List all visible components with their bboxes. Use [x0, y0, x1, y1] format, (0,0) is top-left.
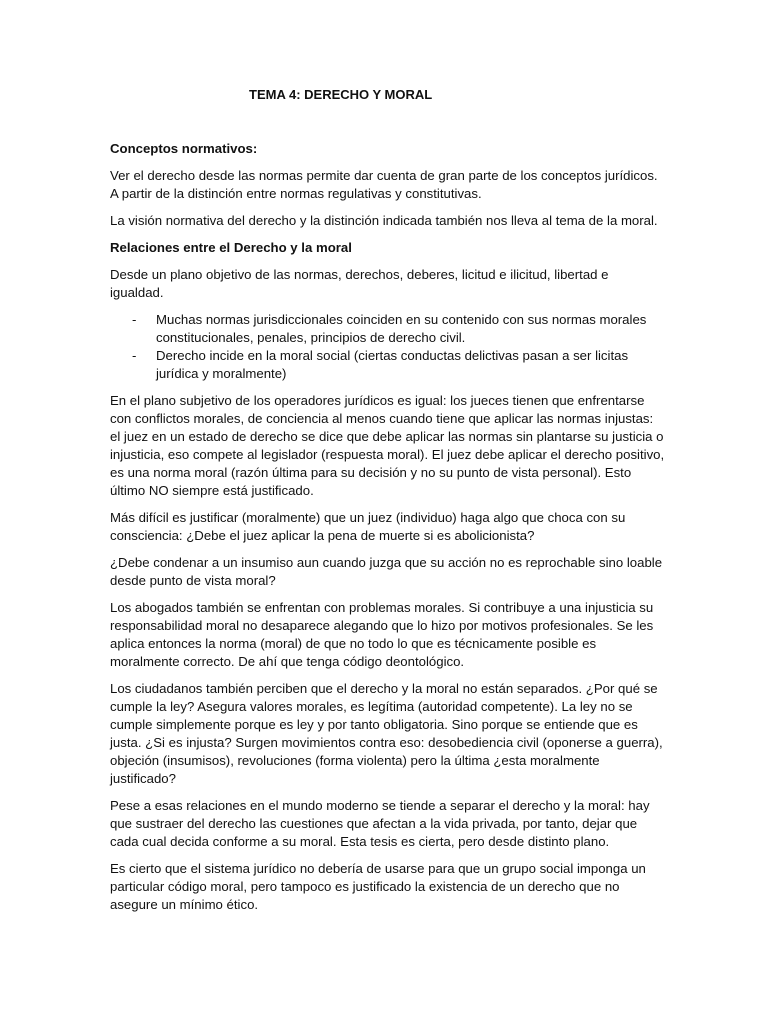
paragraph-4: En el plano subjetivo de los operadores jurídicos es igual: los jueces tienen que enfrentarse con conflictos morales, de conciencia al menos cuando tiene que aplicar las normas injustas: el juez en un estado de derecho se dice que debe aplicar las normas sin plantarse su justicia o injusticia, eso compete al legislador (respuesta moral). El juez debe aplicar el derecho positivo, es una norma moral (razón última para su decisión y no su punto de vista personal). Esto último NO siempre está justificado. [110, 393, 665, 498]
list-item [110, 311, 665, 347]
list-item-text: Derecho incide en la moral social (ciertas conductas delictivas pasan a ser licitas jurídica y moralmente) [156, 348, 629, 381]
paragraph-9: Pese a esas relaciones en el mundo moderno se tiende a separar el derecho y la moral: hay que sustraer del derecho las cuestiones que afectan a la vida privada, por tanto, dejar que cada cual decida conforme a su moral. Esta tesis es cierta, pero desde distinto plano. [110, 798, 650, 849]
list-item [110, 347, 665, 383]
paragraph-2: La visión normativa del derecho y la distinción indicada también nos lleva al tema de la moral. [110, 213, 658, 228]
paragraph-6: ¿Debe condenar a un insumiso aun cuando juzga que su acción no es reprochable sino loable desde punto de vista moral? [110, 555, 663, 588]
paragraph-5: Más difícil es justificar (moralmente) que un juez (individuo) haga algo que choca con su consciencia: ¿Debe el juez aplicar la pena de muerte si es abolicionista? [110, 510, 626, 543]
page-title: TEMA 4: DERECHO Y MORAL [249, 87, 433, 102]
document-body [110, 140, 665, 923]
bullet-list [110, 311, 665, 383]
list-item-text: Muchas normas jurisdiccionales coinciden en su contenido con sus normas morales constitucionales, penales, principios de derecho civil. [156, 312, 647, 345]
paragraph-1: Ver el derecho desde las normas permite dar cuenta de gran parte de los conceptos jurídicos. A partir de la distinción entre normas regulativas y constitutivas. [110, 168, 658, 201]
paragraph-7: Los abogados también se enfrentan con problemas morales. Si contribuye a una injusticia su responsabilidad moral no desaparece alegando que lo hizo por motivos profesionales. Se les aplica entonces la norma (moral) de que no todo lo que es técnicamente posible es moralmente correcto. De ahí que tenga código deontológico. [110, 600, 654, 669]
paragraph-8: Los ciudadanos también perciben que el derecho y la moral no están separados. ¿Por qué se cumple la ley? Asegura valores morales, es legítima (autoridad competente). La ley no se cumple simplemente porque es ley y por tanto obligatoria. Sino porque se entiende que es justa. ¿Si es injusta? Surgen movimientos contra eso: desobediencia civil (oponerse a guerra), objeción (insumisos), revoluciones (forma violenta) pero la última ¿esta moralmente justificado? [110, 681, 663, 786]
paragraph-3: Desde un plano objetivo de las normas, derechos, deberes, licitud e ilicitud, libertad e igualdad. [110, 267, 609, 300]
paragraph-10: Es cierto que el sistema jurídico no debería de usarse para que un grupo social imponga un particular código moral, pero tampoco es justificado la existencia de un derecho que no asegure un mínimo ético. [110, 861, 646, 912]
bullet-marker: - [132, 312, 137, 327]
section-heading-relaciones: Relaciones entre el Derecho y la moral [110, 240, 352, 255]
section-heading-conceptos: Conceptos normativos: [110, 141, 258, 156]
bullet-marker: - [132, 348, 137, 363]
